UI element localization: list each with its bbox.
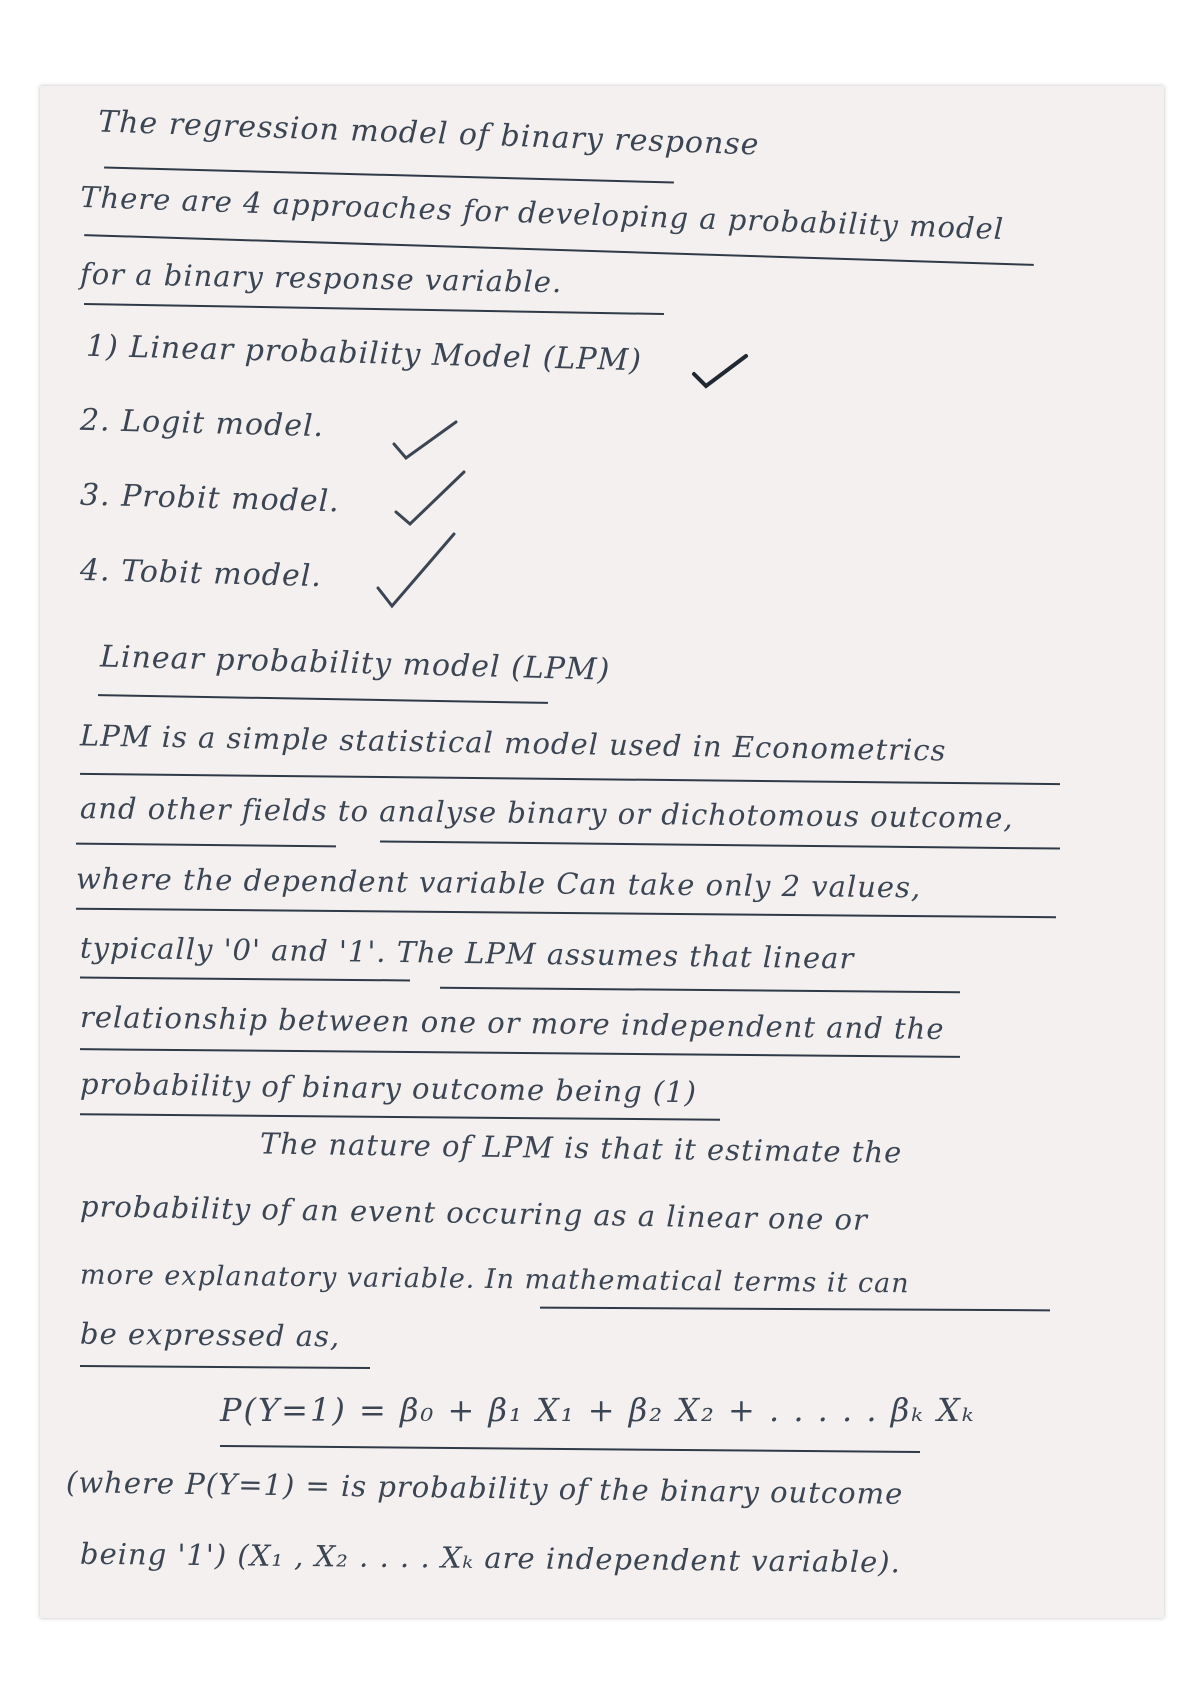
check-icon [690,348,750,398]
intro-underline-2 [84,303,664,315]
paragraph1-underline-2 [380,840,1060,849]
intro-line-2: for a binary response variable. [79,256,563,300]
notebook-page [40,86,1164,1618]
approach-item-4: 4. Tobit model. [79,552,323,595]
paragraph1-underline-2b [76,843,336,848]
paragraph1-underline-4b [440,987,960,994]
paragraph1-line-1: LPM is a simple statistical model used in Econometrics [79,718,947,768]
intro-line-1: There are 4 approaches for developing a probability model [79,179,1005,247]
paragraph2-line-4: be expressed as, [79,1316,341,1354]
title-underline [104,167,674,184]
paragraph2-underline-4 [80,1365,370,1369]
page-title: The regression model of binary response [97,104,761,163]
paragraph2-line-3: more explanatory variable. In mathematical terms it can [79,1259,910,1300]
paragraph1-line-4: typically '0' and '1'. The LPM assumes that linear [79,930,855,976]
where-line-1: (where P(Y=1) = is probability of the binary outcome [65,1465,904,1511]
approach-item-2: 2. Logit model. [79,402,325,445]
paragraph1-line-2: and other fields to analyse binary or dichotomous outcome, [79,791,1014,835]
section-heading: Linear probability model (LPM) [99,639,611,688]
paragraph2-line-1: The nature of LPM is that it estimate the [259,1126,903,1170]
paragraph1-underline-6 [80,1113,720,1121]
paragraph1-line-5: relationship between one or more independent and the [79,999,945,1047]
section-heading-underline [98,694,548,704]
paragraph2-line-2: probability of an event occuring as a linear one or [79,1189,869,1237]
lpm-equation: P(Y=1) = β₀ + β₁ X₁ + β₂ X₂ + . . . . . βₖ Xₖ [220,1391,976,1429]
equation-underline [220,1445,920,1453]
paragraph1-underline-5 [80,1048,960,1058]
approach-item-1: 1) Linear probability Model (LPM) [85,328,643,379]
check-icon [370,526,460,616]
paragraph2-underline-3 [540,1307,1050,1312]
paragraph1-underline-3 [76,908,1056,919]
check-icon [390,416,460,466]
paragraph1-underline-1 [80,773,1060,785]
approach-item-3: 3. Probit model. [79,477,341,520]
paragraph1-line-3: where the dependent variable Can take only 2 values, [75,861,922,905]
where-line-2: being '1') (X₁ , X₂ . . . . Xₖ are independent variable). [79,1536,901,1580]
paragraph1-underline-4 [80,977,410,982]
paragraph1-line-6: probability of binary outcome being (1) [79,1066,698,1110]
